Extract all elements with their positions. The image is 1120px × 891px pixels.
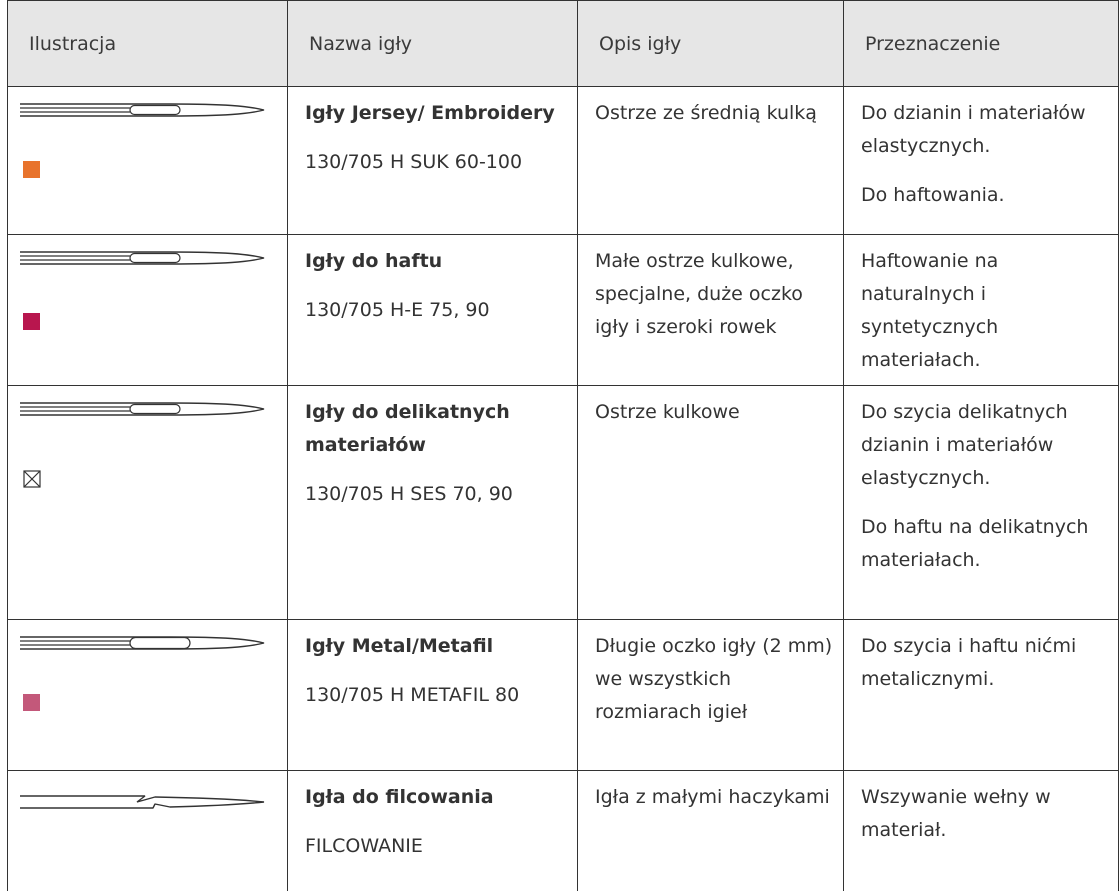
needle-description-cell <box>578 386 844 620</box>
needle-purpose: Haftowanie na naturalnych i syntetycznych materiałach. <box>861 235 1110 377</box>
needle-name: Igły do delikatnych materiałów <box>305 386 569 462</box>
needle-description: Ostrze kulkowe <box>595 386 835 429</box>
needle-code: 130/705 H METAFIL 80 <box>305 679 569 712</box>
pink-square-icon <box>23 694 40 711</box>
needle-name-cell <box>288 771 578 891</box>
table-row <box>8 620 1119 771</box>
header-needle-name: Nazwa igły <box>288 1 578 87</box>
illustration-cell <box>8 386 288 620</box>
needle-description-cell <box>578 235 844 386</box>
orange-square-icon <box>23 161 40 178</box>
table-row <box>8 235 1119 386</box>
needle-purpose-extra: Do haftowania. <box>861 179 1110 212</box>
needle-name: Igły do haftu <box>305 235 569 278</box>
table-row <box>8 386 1119 620</box>
needle-name-cell <box>288 87 578 235</box>
needle-code: 130/705 H SUK 60-100 <box>305 146 569 179</box>
needle-purpose-cell <box>844 235 1119 386</box>
table-row <box>8 771 1119 891</box>
needle-icon <box>20 398 266 422</box>
illustration-cell <box>8 87 288 235</box>
table-header-row <box>8 1 1119 87</box>
needle-purpose: Do szycia i haftu nićmi metalicznymi. <box>861 620 1110 696</box>
needle-icon <box>20 632 266 656</box>
needle-code: FILCOWANIE <box>305 830 569 863</box>
felting-needle-icon <box>20 791 266 815</box>
needle-purpose-cell <box>844 87 1119 235</box>
needle-purpose: Do szycia delikatnych dzianin i materiałów elastycznych. <box>861 386 1110 495</box>
crimson-square-icon <box>23 313 40 330</box>
needle-icon <box>20 99 266 123</box>
illustration-cell <box>8 771 288 891</box>
needle-description: Igła z małymi haczykami <box>595 771 835 814</box>
needle-description-cell <box>578 771 844 891</box>
needle-name: Igła do filcowania <box>305 771 569 814</box>
needle-code: 130/705 H SES 70, 90 <box>305 478 569 511</box>
illustration-cell <box>8 620 288 771</box>
header-purpose: Przeznaczenie <box>844 1 1119 87</box>
needle-name-cell <box>288 620 578 771</box>
needle-name-cell <box>288 386 578 620</box>
needle-code: 130/705 H-E 75, 90 <box>305 294 569 327</box>
needle-table <box>7 0 1119 891</box>
needle-purpose-extra: Do haftu na delikatnych materiałach. <box>861 511 1110 577</box>
needle-description: Ostrze ze średnią kulką <box>595 87 835 130</box>
needle-name: Igły Jersey/ Embroidery <box>305 87 569 130</box>
needle-description: Małe ostrze kulkowe, specjalne, duże oczko igły i szeroki rowek <box>595 235 835 344</box>
header-illustration: Ilustracja <box>8 1 288 87</box>
needle-purpose-cell <box>844 386 1119 620</box>
needle-name: Igły Metal/Metafil <box>305 620 569 663</box>
needle-description: Długie oczko igły (2 mm) we wszystkich rozmiarach igieł <box>595 620 835 729</box>
needle-description-cell <box>578 87 844 235</box>
illustration-cell <box>8 235 288 386</box>
needle-description-cell <box>578 620 844 771</box>
needle-name-cell <box>288 235 578 386</box>
needle-purpose-cell <box>844 620 1119 771</box>
crossed-box-icon <box>23 470 41 488</box>
needle-purpose-cell <box>844 771 1119 891</box>
table-row <box>8 87 1119 235</box>
needle-purpose: Do dzianin i materiałów elastycznych. <box>861 87 1110 163</box>
needle-purpose: Wszywanie wełny w materiał. <box>861 771 1110 847</box>
needle-icon <box>20 247 266 271</box>
header-needle-description: Opis igły <box>578 1 844 87</box>
